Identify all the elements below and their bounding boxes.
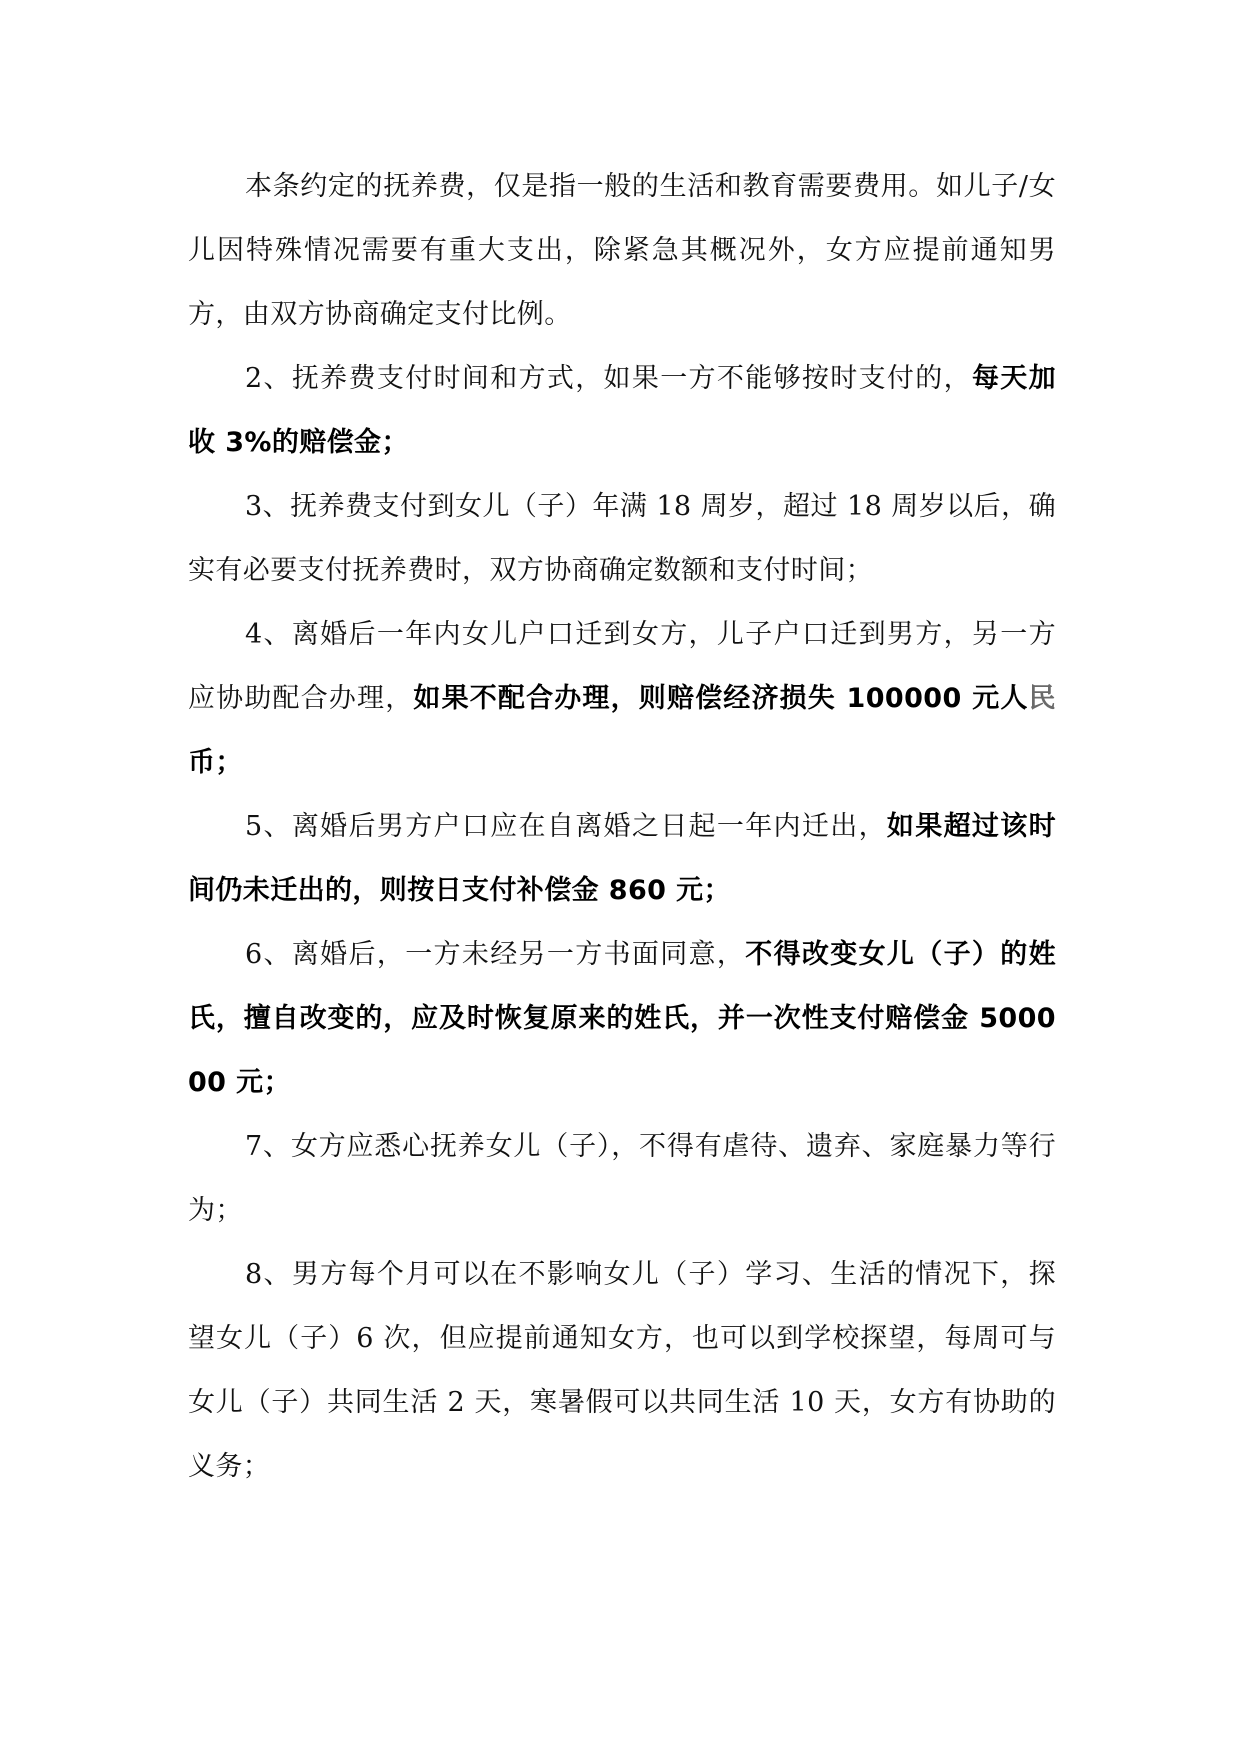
paragraph-bold-text: 每天加收 3%的赔偿金；: [188, 363, 1057, 458]
paragraph-text: 5、离婚后男方户口应在自离婚之日起一年内迁出，: [245, 811, 887, 842]
paragraph-item-2: [188, 347, 1056, 475]
paragraph-bold-text: 如果不配合办理，则赔偿经济损失 100000 元人: [413, 683, 1029, 714]
document-body: [188, 155, 1056, 1499]
paragraph-text: 7、女方应悉心抚养女儿（子），不得有虐待、遗弃、家庭暴力等行为；: [188, 1131, 1056, 1226]
paragraph-item-5: [188, 795, 1056, 923]
paragraph-item-3: [188, 475, 1056, 603]
paragraph-bold-text: 如果超过该时间仍未迁出的，则按日支付补偿金 860 元；: [188, 811, 1056, 906]
paragraph-bold-text: 币；: [188, 747, 243, 778]
paragraph-item-4: [188, 603, 1056, 795]
paragraph-item-7: [188, 1115, 1056, 1243]
paragraph-faint-text: 民: [1028, 683, 1056, 714]
paragraph-text: 8、男方每个月可以在不影响女儿（子）学习、生活的情况下，探望女儿（子）6 次，但应提前通知女方，也可以到学校探望，每周可与女儿（子）共同生活 2 天，寒暑假可以共同生活 10 天，女方有协助的义务；: [188, 1259, 1056, 1482]
paragraph-intro: [188, 155, 1056, 347]
paragraph-bold-text: 不得改变女儿（子）的姓氏，擅自改变的，应及时恢复原来的姓氏，并一次性支付赔偿金 500000 元；: [188, 939, 1056, 1098]
paragraph-text: 2、抚养费支付时间和方式，如果一方不能够按时支付的，: [245, 363, 972, 394]
paragraph-text: 4、离婚后一年内女儿户口迁到女方，儿子户口迁到男方，另一方应协助配合办理，: [188, 619, 1056, 714]
paragraph-text: 3、抚养费支付到女儿（子）年满 18 周岁，超过 18 周岁以后，确实有必要支付抚养费时，双方协商确定数额和支付时间；: [188, 491, 1056, 586]
paragraph-text: 本条约定的抚养费，仅是指一般的生活和教育需要费用。如儿子/女儿因特殊情况需要有重大支出，除紧急其概况外，女方应提前通知男方，由双方协商确定支付比例。: [188, 171, 1056, 330]
paragraph-text: 6、离婚后，一方未经另一方书面同意，: [245, 939, 746, 970]
paragraph-item-8: [188, 1243, 1056, 1499]
paragraph-item-6: [188, 923, 1056, 1115]
